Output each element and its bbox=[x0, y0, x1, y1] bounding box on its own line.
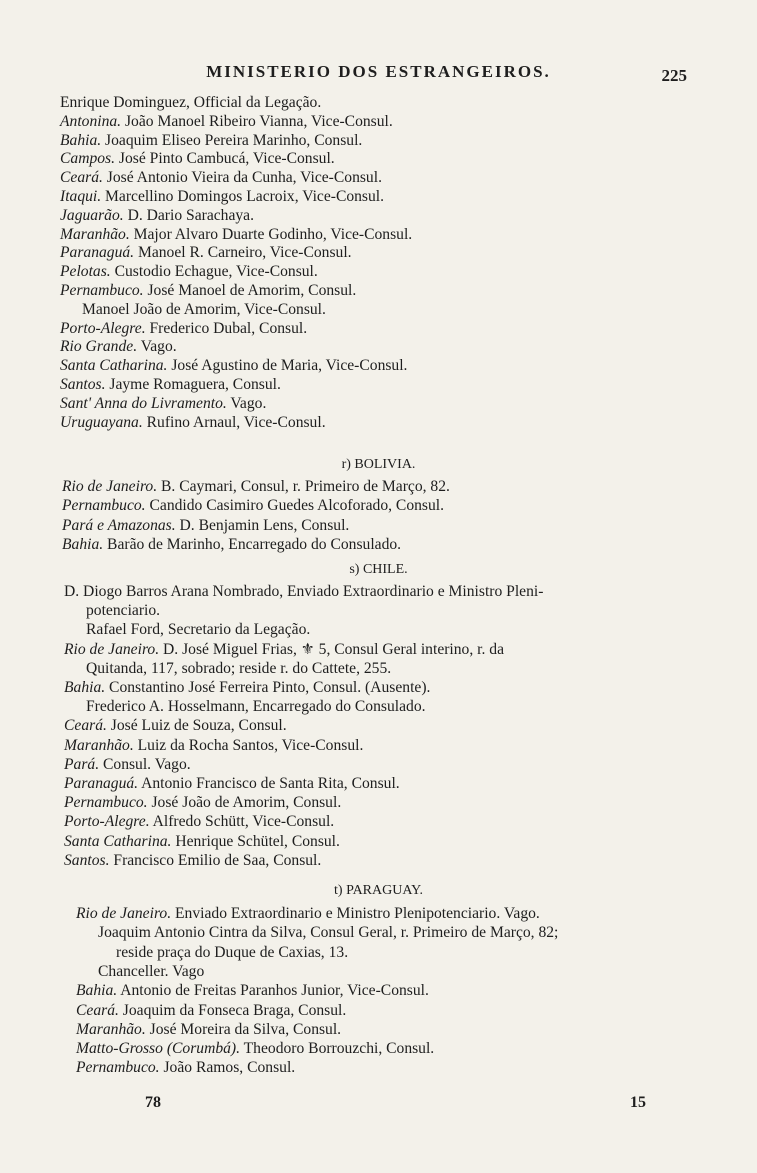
entry-text: Manoel João de Amorim, Vice-Consul. bbox=[82, 300, 326, 318]
entry-text: José João de Amorim, Consul. bbox=[147, 794, 342, 812]
place-name: Bahia. bbox=[64, 679, 106, 696]
section-heading-paraguay: t) PARAGUAY. bbox=[334, 883, 423, 898]
place-name: Rio de Janeiro. bbox=[76, 905, 172, 922]
entry-text: B. Caymari, Consul, r. Primeiro de Março, 82. bbox=[157, 478, 450, 495]
list-item bbox=[60, 395, 266, 413]
list-item bbox=[86, 660, 391, 678]
section-heading-bolivia: r) BOLIVIA. bbox=[341, 457, 416, 472]
place-name: Ceará. bbox=[60, 169, 103, 187]
entry-text: Vago. bbox=[137, 338, 177, 356]
list-item bbox=[64, 641, 504, 659]
entry-text: Marcellino Domingos Lacroix, Vice-Consul. bbox=[101, 188, 385, 205]
list-item bbox=[76, 905, 540, 923]
list-item bbox=[64, 756, 191, 774]
list-item bbox=[60, 320, 307, 338]
place-name: Paranaguá. bbox=[64, 775, 139, 792]
place-name: Sant' Anna do Livramento. bbox=[60, 394, 227, 412]
entry-text: Francisco Emilio de Saa, Consul. bbox=[109, 851, 322, 869]
entry-text: Jayme Romaguera, Consul. bbox=[105, 376, 281, 393]
entry-text: José Moreira da Silva, Consul. bbox=[145, 1020, 342, 1038]
entry-text: Enviado Extraordinario e Ministro Plenipotenciario. Vago. bbox=[171, 905, 540, 922]
list-item bbox=[64, 717, 287, 735]
page-header-title: MINISTERIO DOS ESTRANGEIROS. bbox=[206, 62, 551, 81]
list-item bbox=[60, 338, 177, 356]
entry-text: Vago. bbox=[226, 394, 267, 412]
list-item bbox=[76, 1002, 346, 1020]
list-item bbox=[62, 478, 450, 496]
entry-text: D. Dario Sarachaya. bbox=[123, 206, 254, 224]
entry-text: reside praça do Duque de Caxias, 13. bbox=[116, 943, 349, 961]
entry-text: D. Benjamin Lens, Consul. bbox=[175, 516, 350, 534]
list-item bbox=[64, 679, 430, 697]
place-name: Santos. bbox=[60, 376, 106, 393]
entry-text: Frederico Dubal, Consul. bbox=[145, 319, 308, 337]
list-item bbox=[60, 113, 393, 131]
entry-text: D. José Miguel Frias, ⚜ 5, Consul Geral interino, r. da bbox=[159, 640, 504, 658]
entry-text: José Luiz de Souza, Consul. bbox=[106, 717, 287, 735]
entry-text: D. Diogo Barros Arana Nombrado, Enviado Extraordinario e Ministro Pleni- bbox=[64, 583, 544, 600]
place-name: Bahia. bbox=[60, 131, 102, 149]
list-item bbox=[64, 794, 341, 812]
entry-text: Henrique Schütel, Consul. bbox=[171, 832, 340, 850]
entry-text: Joaquim Eliseo Pereira Marinho, Consul. bbox=[101, 131, 363, 149]
list-item bbox=[60, 414, 326, 432]
list-item bbox=[86, 698, 426, 716]
list-item bbox=[86, 602, 160, 620]
place-name: Ceará. bbox=[64, 717, 107, 735]
place-name: Maranhão. bbox=[60, 225, 130, 243]
list-item bbox=[60, 376, 281, 394]
list-item bbox=[82, 301, 326, 319]
place-name: Campos. bbox=[60, 150, 116, 168]
entry-text: Joaquim da Fonseca Braga, Consul. bbox=[118, 1001, 347, 1019]
entry-text: Barão de Marinho, Encarregado do Consulado. bbox=[103, 535, 402, 553]
list-item bbox=[98, 963, 204, 981]
list-item bbox=[60, 150, 335, 168]
list-item bbox=[60, 207, 254, 225]
entry-text: Theodoro Borrouzchi, Consul. bbox=[240, 1040, 435, 1058]
list-item bbox=[64, 737, 363, 755]
entry-text: Luiz da Rocha Santos, Vice-Consul. bbox=[133, 736, 364, 754]
list-item bbox=[64, 583, 543, 601]
place-name: Uruguayana. bbox=[60, 413, 143, 431]
entry-text: Major Alvaro Duarte Godinho, Vice-Consul. bbox=[129, 225, 413, 243]
section-heading-chile: s) CHILE. bbox=[349, 562, 408, 577]
page-number: 225 bbox=[661, 66, 687, 85]
list-item bbox=[60, 94, 321, 112]
list-item bbox=[60, 263, 318, 281]
footer-signature-left: 78 bbox=[145, 1094, 161, 1111]
list-item bbox=[60, 169, 382, 187]
place-name: Antonina. bbox=[60, 112, 122, 130]
list-item bbox=[60, 226, 412, 244]
entry-text: José Pinto Cambucá, Vice-Consul. bbox=[115, 150, 335, 168]
place-name: Rio de Janeiro. bbox=[64, 640, 160, 658]
place-name: Pará e Amazonas. bbox=[62, 516, 176, 534]
place-name: Rio Grande. bbox=[60, 338, 138, 356]
entry-text: José Agustino de Maria, Vice-Consul. bbox=[167, 357, 408, 375]
place-name: Rio de Janeiro. bbox=[62, 478, 158, 495]
list-item bbox=[60, 282, 356, 300]
list-item bbox=[98, 924, 558, 942]
place-name: Ceará. bbox=[76, 1001, 119, 1019]
place-name: Paranaguá. bbox=[60, 244, 135, 262]
place-name: Santa Catharina. bbox=[64, 832, 172, 850]
list-item bbox=[116, 944, 348, 962]
entry-text: Enrique Dominguez, Official da Legação. bbox=[60, 94, 322, 111]
place-name: Pará. bbox=[64, 755, 100, 773]
list-item bbox=[62, 536, 401, 554]
list-item bbox=[86, 621, 310, 639]
list-item bbox=[64, 833, 340, 851]
place-name: Pernambuco. bbox=[62, 497, 146, 515]
list-item bbox=[76, 1021, 341, 1039]
place-name: Porto-Alegre. bbox=[64, 813, 150, 831]
entry-text: Frederico A. Hosselmann, Encarregado do Consulado. bbox=[86, 698, 426, 716]
place-name: Maranhão. bbox=[76, 1020, 146, 1038]
place-name: Jaguarão. bbox=[60, 206, 124, 224]
list-item bbox=[60, 244, 352, 262]
place-name: Bahia. bbox=[76, 982, 118, 1000]
entry-text: Custodio Echague, Vice-Consul. bbox=[110, 263, 318, 281]
place-name: Pernambuco. bbox=[76, 1059, 160, 1077]
place-name: Santos. bbox=[64, 851, 110, 869]
entry-text: Antonio de Freitas Paranhos Junior, Vice-Consul. bbox=[117, 982, 429, 1000]
list-item bbox=[60, 188, 384, 206]
list-item bbox=[62, 517, 349, 535]
place-name: Santa Catharina. bbox=[60, 357, 168, 375]
place-name: Pernambuco. bbox=[60, 282, 144, 299]
entry-text: Chanceller. Vago bbox=[98, 962, 205, 980]
entry-text: José Manoel de Amorim, Consul. bbox=[143, 282, 357, 299]
entry-text: Candido Casimiro Guedes Alcoforado, Consul. bbox=[145, 497, 445, 515]
place-name: Bahia. bbox=[62, 535, 104, 553]
list-item bbox=[62, 497, 444, 515]
list-item bbox=[76, 982, 429, 1000]
list-item bbox=[60, 132, 362, 150]
place-name: Matto-Grosso (Corumbá). bbox=[76, 1040, 241, 1058]
entry-text: José Antonio Vieira da Cunha, Vice-Consul. bbox=[102, 169, 382, 187]
entry-text: Constantino José Ferreira Pinto, Consul. (Ausente). bbox=[105, 679, 431, 696]
list-item bbox=[60, 357, 407, 375]
footer-signature-right: 15 bbox=[630, 1094, 646, 1111]
entry-text: João Manoel Ribeiro Vianna, Vice-Consul. bbox=[121, 112, 393, 130]
list-item bbox=[76, 1040, 434, 1058]
entry-text: Alfredo Schütt, Vice-Consul. bbox=[149, 813, 335, 831]
list-item bbox=[76, 1059, 295, 1077]
entry-text: Quitanda, 117, sobrado; reside r. do Cattete, 255. bbox=[86, 659, 392, 677]
entry-text: João Ramos, Consul. bbox=[159, 1059, 296, 1077]
list-item bbox=[64, 852, 321, 870]
entry-text: Consul. Vago. bbox=[99, 755, 191, 773]
list-item bbox=[64, 813, 334, 831]
entry-text: Manoel R. Carneiro, Vice-Consul. bbox=[134, 244, 352, 262]
entry-text: Rufino Arnaul, Vice-Consul. bbox=[142, 413, 326, 431]
entry-text: Rafael Ford, Secretario da Legação. bbox=[86, 621, 311, 639]
place-name: Porto-Alegre. bbox=[60, 319, 146, 337]
entry-text: Joaquim Antonio Cintra da Silva, Consul Geral, r. Primeiro de Março, 82; bbox=[98, 924, 559, 942]
place-name: Pelotas. bbox=[60, 263, 111, 281]
entry-text: potenciario. bbox=[86, 602, 161, 620]
place-name: Maranhão. bbox=[64, 736, 134, 754]
list-item bbox=[64, 775, 400, 793]
entry-text: Antonio Francisco de Santa Rita, Consul. bbox=[138, 775, 400, 792]
place-name: Itaqui. bbox=[60, 188, 102, 205]
place-name: Pernambuco. bbox=[64, 794, 148, 812]
